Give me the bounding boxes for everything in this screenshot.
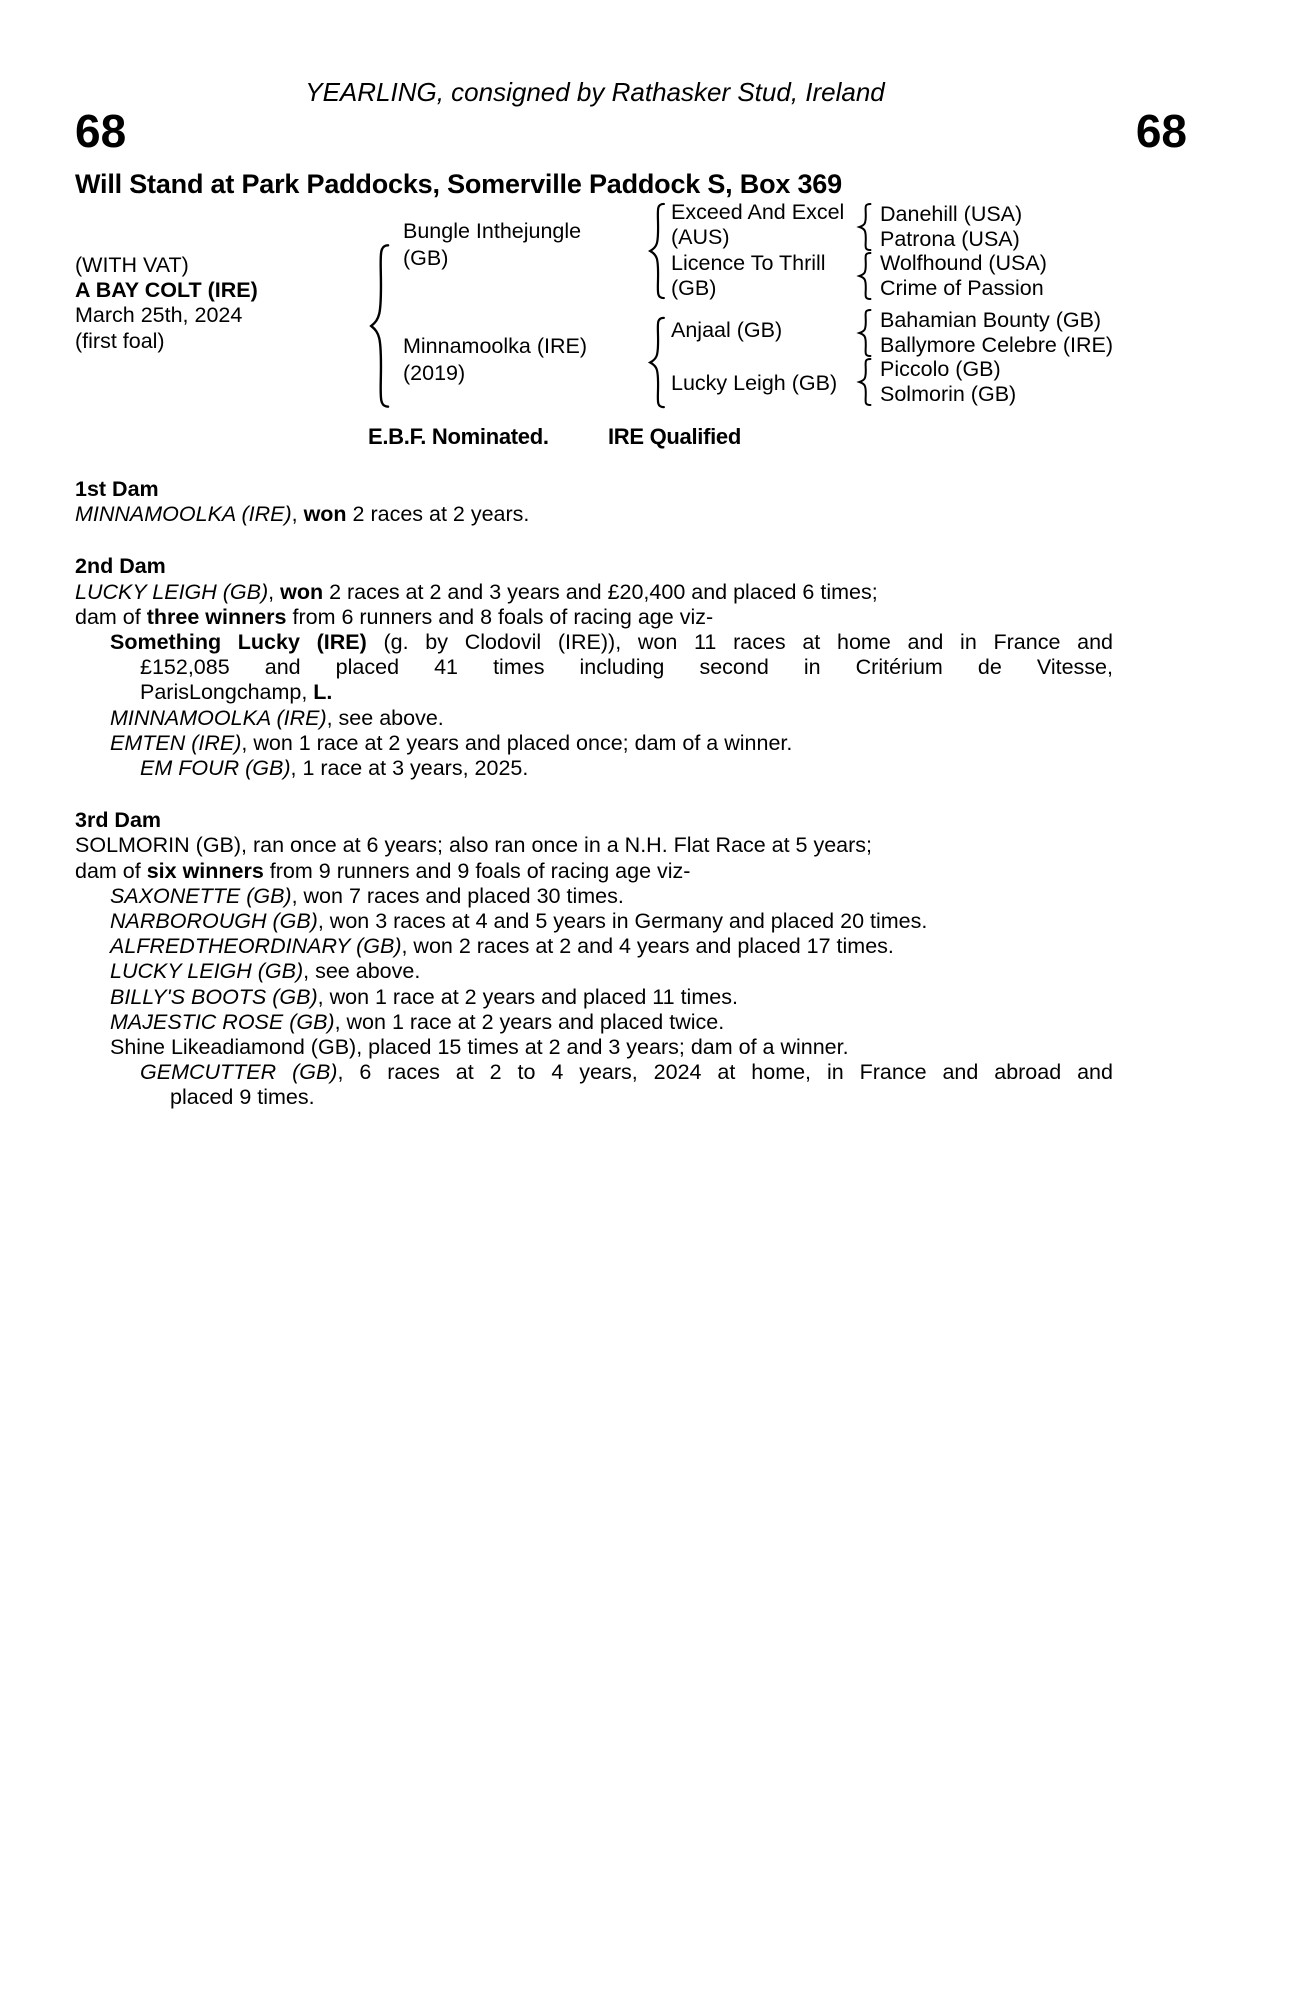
ancestor-suffix: (GB) <box>671 275 717 300</box>
text-run: MINNAMOOLKA (IRE) <box>75 502 292 527</box>
text-run: , 6 races at 2 to 4 years, 2024 at home, in France and abroad and <box>337 1060 1113 1085</box>
text-run: placed 9 times. <box>170 1085 315 1110</box>
text-run: won <box>280 579 324 604</box>
foal-date: March 25th, 2024 <box>75 303 243 328</box>
ancestor-suffix: (AUS) <box>671 225 730 250</box>
text-run: (g. by Clodovil (IRE)), won 11 races at home and in France and <box>366 630 1113 655</box>
ancestor-name: Wolfhound (USA) <box>880 251 1047 275</box>
ancestor-name: Ballymore Celebre (IRE) <box>880 332 1113 357</box>
text-run: ALFREDTHEORDINARY (GB) <box>110 934 402 959</box>
text-run: MAJESTIC ROSE (GB) <box>110 1009 335 1034</box>
text-line <box>75 1085 1113 1110</box>
text-line <box>75 1010 1113 1035</box>
heading-1st-dam <box>75 477 1113 502</box>
lot-number-left: 68 <box>75 105 127 157</box>
text-line <box>75 1035 1113 1060</box>
text-run: BILLY'S BOOTS (GB) <box>110 984 318 1009</box>
text-run: , won 1 race at 2 years and placed twice. <box>334 1009 725 1034</box>
text-run: from 9 runners and 9 foals of racing age viz- <box>263 858 691 883</box>
ancestor-name: Patrona (USA) <box>880 226 1020 251</box>
text-run: 2 races at 2 years. <box>346 502 530 527</box>
text-run: , won 1 race at 2 years and placed 11 times. <box>317 984 738 1009</box>
text-run: EMTEN (IRE) <box>110 730 242 755</box>
produce-info <box>75 253 258 354</box>
text-run: , won 2 races at 2 and 4 years and placed 17 times. <box>401 934 894 959</box>
pedigree-brace-g3-2 <box>856 252 873 300</box>
grandsire-cell <box>671 200 844 301</box>
text-run: 1st Dam <box>75 477 159 501</box>
heading-3rd-dam <box>75 808 1113 833</box>
section-gap <box>75 527 1113 554</box>
ancestor-name: Solmorin (GB) <box>880 381 1017 406</box>
pedigree-brace-sire <box>646 202 667 300</box>
text-run: , won 3 races at 4 and 5 years in Germany and placed 20 times. <box>317 909 928 934</box>
text-run: L. <box>313 680 333 705</box>
text-run: , see above. <box>303 959 421 984</box>
text-line <box>75 934 1113 959</box>
text-line <box>75 731 1113 756</box>
dam-name: Minnamoolka (IRE) <box>403 334 587 358</box>
text-run: 2nd Dam <box>75 554 166 579</box>
g3-pair-1 <box>880 202 1022 251</box>
ancestor-name: Lucky Leigh (GB) <box>671 371 838 395</box>
text-run: , <box>268 579 281 604</box>
text-run: , 1 race at 3 years, 2025. <box>290 756 529 781</box>
text-run: NARBOROUGH (GB) <box>110 909 318 934</box>
sire-name: Bungle Inthejungle <box>403 219 582 243</box>
text-run: EM FOUR (GB) <box>140 756 291 781</box>
sire-suffix: (GB) <box>403 246 449 270</box>
text-line <box>75 605 1113 630</box>
ancestor-name: Bahamian Bounty (GB) <box>880 308 1102 332</box>
g3-pair-2 <box>880 251 1047 300</box>
text-line <box>75 909 1113 934</box>
ancestor-name: Licence To Thrill <box>671 250 826 275</box>
text-line <box>75 833 1113 858</box>
text-line <box>75 859 1113 884</box>
text-line <box>75 756 1113 781</box>
text-run: LUCKY LEIGH (GB) <box>110 959 304 984</box>
text-line <box>75 1060 1113 1085</box>
text-run: LUCKY LEIGH (GB) <box>75 579 269 604</box>
text-line <box>75 706 1113 731</box>
g3-pair-4 <box>880 357 1016 406</box>
text-run: won <box>303 502 347 527</box>
ebf-nominated-label: E.B.F. Nominated. <box>368 424 549 449</box>
sire-cell <box>403 218 581 272</box>
text-run: Something Lucky (IRE) <box>110 630 367 655</box>
text-run: 3rd Dam <box>75 808 162 833</box>
text-line <box>75 502 1113 527</box>
dam-cell <box>403 333 587 387</box>
text-run: , see above. <box>326 705 444 730</box>
dam-family-details <box>75 477 1113 1111</box>
text-run: dam of <box>75 604 147 629</box>
ancestor-name: Danehill (USA) <box>880 202 1023 226</box>
pedigree-brace-g3-1 <box>856 203 873 251</box>
text-run: , won 1 race at 2 years and placed once; dam of a winner. <box>241 730 793 755</box>
text-run: SOLMORIN (GB), ran once at 6 years; also ran once in a N.H. Flat Race at 5 years; <box>75 833 873 858</box>
foal-note: (first foal) <box>75 328 165 353</box>
damsire-cell <box>671 318 782 343</box>
text-run: £152,085 and placed 41 times including second in Critérium de Vitesse, <box>140 655 1113 680</box>
text-line <box>75 680 1113 705</box>
text-line <box>75 985 1113 1010</box>
text-run: , <box>291 502 304 527</box>
pedigree-brace-main <box>366 242 392 410</box>
ancestor-name: Crime of Passion <box>880 275 1044 300</box>
granddam-cell <box>671 371 837 396</box>
text-run: GEMCUTTER (GB) <box>140 1060 338 1085</box>
ancestor-name: Anjaal (GB) <box>671 318 783 342</box>
ire-qualified-label: IRE Qualified <box>608 424 742 449</box>
lot-horse-name: A BAY COLT (IRE) <box>75 278 258 303</box>
text-run: ParisLongchamp, <box>140 680 314 705</box>
section-gap <box>75 781 1113 808</box>
text-line <box>75 959 1113 984</box>
text-run: 2 races at 2 and 3 years and £20,400 and placed 6 times; <box>323 579 878 604</box>
dam-year: (2019) <box>403 361 466 385</box>
text-run: three winners <box>146 604 287 629</box>
text-run: dam of <box>75 858 147 883</box>
page-caption: YEARLING, consigned by Rathasker Stud, Ireland <box>305 77 885 107</box>
text-run: from 6 runners and 8 foals of racing age viz- <box>286 604 714 629</box>
text-line <box>75 655 1113 680</box>
text-line <box>75 630 1113 655</box>
text-line <box>75 580 1113 605</box>
text-line <box>75 884 1113 909</box>
text-run: SAXONETTE (GB) <box>110 883 292 908</box>
vat-note: (WITH VAT) <box>75 253 189 277</box>
text-run: Shine Likeadiamond (GB), placed 15 times at 2 and 3 years; dam of a winner. <box>110 1035 849 1060</box>
pedigree-brace-g3-4 <box>856 358 873 406</box>
text-run: MINNAMOOLKA (IRE) <box>110 705 327 730</box>
g3-pair-3 <box>880 308 1113 357</box>
ancestor-name: Piccolo (GB) <box>880 357 1001 381</box>
heading-2nd-dam <box>75 554 1113 579</box>
text-run: six winners <box>146 858 264 883</box>
lot-number-right: 68 <box>1135 105 1187 157</box>
stand-location-line: Will Stand at Park Paddocks, Somerville Paddock S, Box 369 <box>75 169 842 199</box>
text-run: , won 7 races and placed 30 times. <box>291 883 624 908</box>
pedigree-brace-g3-3 <box>856 309 873 357</box>
ancestor-name: Exceed And Excel <box>671 200 845 224</box>
pedigree-brace-dam <box>646 316 667 409</box>
